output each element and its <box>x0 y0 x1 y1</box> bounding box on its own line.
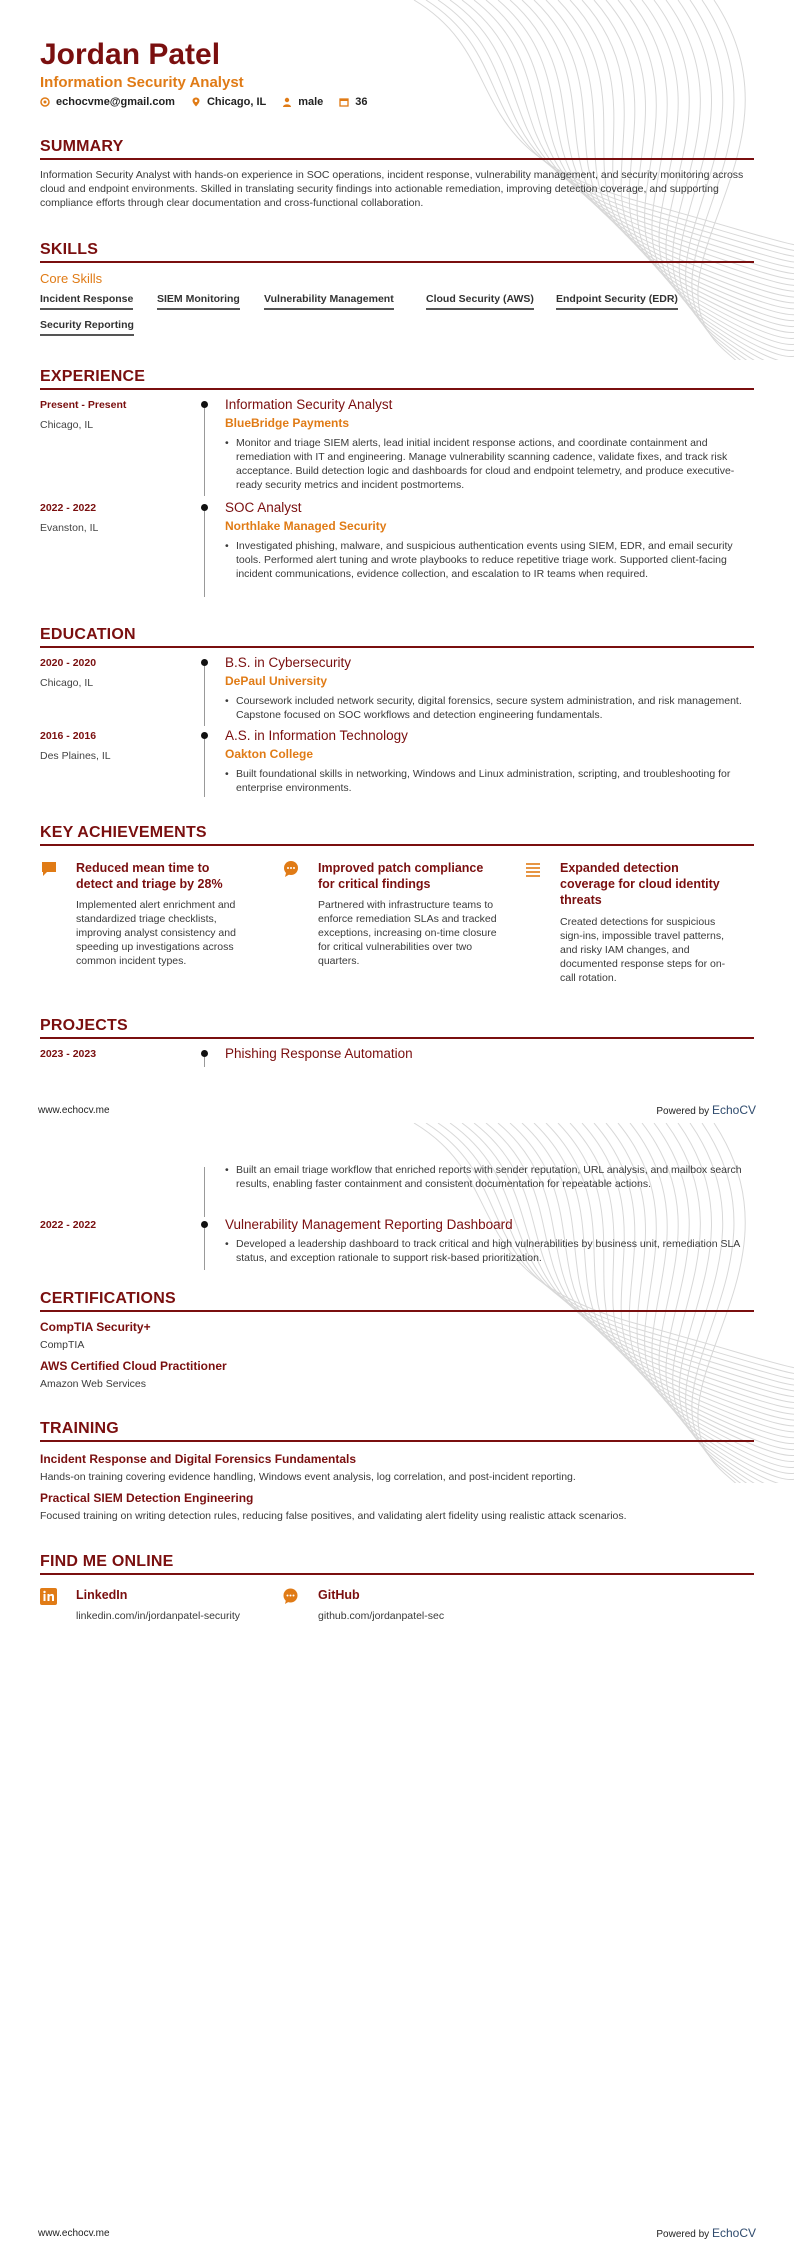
education-bullet: • Built foundational skills in networking, Windows and Linux administration, scripting, and troubleshooting for enterprise environments. <box>225 767 755 795</box>
online-url[interactable]: github.com/jordanpatel-sec <box>318 1610 445 1622</box>
education-degree: A.S. in Information Technology <box>225 728 408 743</box>
location-pin-icon <box>191 97 201 107</box>
contact-info <box>40 96 368 108</box>
timeline-line <box>204 408 205 496</box>
online-github[interactable] <box>282 1588 502 1628</box>
footer-site[interactable]: www.echocv.me <box>38 1105 110 1116</box>
experience-location: Chicago, IL <box>40 419 94 431</box>
timeline-line <box>204 1167 205 1217</box>
training-desc: Hands-on training covering evidence handling, Windows event analysis, log correlation, and post-incident reporting. <box>40 1471 576 1483</box>
achievement-desc: Partnered with infrastructure teams to enforce remediation SLAs and tracked exceptions, increasing on-time closure for critical vulnerabilities over two quarters. <box>318 899 497 967</box>
certification-org: CompTIA <box>40 1339 85 1351</box>
contact-age <box>339 96 367 108</box>
achievement-title: Reduced mean time to detect and triage by 28% <box>76 861 223 891</box>
timeline-line <box>204 1057 205 1067</box>
experience-bullet: • Investigated phishing, malware, and suspicious authentication events using SIEM, EDR, and email security tools. Performed alert tuning and wrote playbooks to reduce repetitive triage work. Supported client-facing incident communications, evidence collection, and escalation to IR teams when required. <box>225 539 755 581</box>
education-school: DePaul University <box>225 674 328 688</box>
training-name: Incident Response and Digital Forensics Fundamentals <box>40 1452 357 1466</box>
experience-location: Evanston, IL <box>40 522 99 534</box>
age-text: 36 <box>355 96 368 108</box>
project-date: 2023 - 2023 <box>40 1048 97 1060</box>
contact-gender <box>282 96 323 108</box>
timeline-line <box>204 739 205 797</box>
experience-role: Information Security Analyst <box>225 397 393 412</box>
timeline-dot <box>201 659 208 666</box>
skill-tag: Incident Response <box>40 293 133 310</box>
certifications-heading: CERTIFICATIONS <box>40 1290 754 1312</box>
certification-name: AWS Certified Cloud Practitioner <box>40 1359 227 1373</box>
linkedin-icon <box>40 1588 57 1605</box>
training-name: Practical SIEM Detection Engineering <box>40 1491 254 1505</box>
timeline-dot <box>201 1050 208 1057</box>
online-heading: FIND ME ONLINE <box>40 1553 754 1575</box>
education-location: Chicago, IL <box>40 677 94 689</box>
achievement-card <box>524 860 724 1000</box>
github-icon <box>282 1588 299 1605</box>
email-icon <box>40 97 50 107</box>
wave-line <box>426 0 794 251</box>
contact-email[interactable] <box>40 96 175 108</box>
footer-site[interactable]: www.echocv.me <box>38 2228 110 2239</box>
education-bullet: • Coursework included network security, digital forensics, secure system administration, and risk management. Capstone focused on SOC workflows and detection engineering fundamentals. <box>225 694 755 722</box>
training-heading: TRAINING <box>40 1420 754 1442</box>
achievement-title: Improved patch compliance for critical findings <box>318 861 484 891</box>
online-linkedin[interactable] <box>40 1588 260 1628</box>
skills-subheading: Core Skills <box>40 271 103 286</box>
footer-powered <box>656 1103 756 1117</box>
achievement-desc: Created detections for suspicious sign-ins, impossible travel patterns, and risky IAM changes, and documented response steps for on-call rotation. <box>560 916 726 984</box>
achievement-desc: Implemented alert enrichment and standardized triage checklists, improving analyst consistency and speeding up investigations across common incident types. <box>76 899 236 967</box>
training-desc: Focused training on writing detection rules, reducing false positives, and validating alert fidelity using realistic attack scenarios. <box>40 1510 627 1522</box>
experience-date: Present - Present <box>40 399 127 411</box>
projects-heading: PROJECTS <box>40 1017 754 1039</box>
email-text: echocvme@gmail.com <box>56 96 175 108</box>
footer-brand[interactable]: EchoCV <box>711 1103 756 1117</box>
education-school: Oakton College <box>225 747 314 761</box>
education-date: 2020 - 2020 <box>40 657 97 669</box>
timeline-dot <box>201 1221 208 1228</box>
project-date: 2022 - 2022 <box>40 1219 97 1231</box>
experience-date: 2022 - 2022 <box>40 502 97 514</box>
project-bullet: • Developed a leadership dashboard to track critical and high vulnerabilities by business unit, remediation SLA status, and exception rationale to support risk-based prioritization. <box>225 1237 755 1265</box>
timeline-dot <box>201 401 208 408</box>
online-label: GitHub <box>318 1588 360 1602</box>
project-bullet: • Built an email triage workflow that enriched reports with sender reputation, URL analysis, and mailbox search results, enabling faster containment and consistent documentation for repeatable actions. <box>225 1163 755 1191</box>
summary-heading: SUMMARY <box>40 138 754 160</box>
timeline-line <box>204 511 205 597</box>
experience-company: Northlake Managed Security <box>225 519 387 533</box>
skill-tag: SIEM Monitoring <box>157 293 240 310</box>
education-heading: EDUCATION <box>40 626 754 648</box>
achievement-title: Expanded detection coverage for cloud identity threats <box>560 861 720 907</box>
experience-company: BlueBridge Payments <box>225 416 350 430</box>
certification-name: CompTIA Security+ <box>40 1320 151 1334</box>
certification-org: Amazon Web Services <box>40 1378 147 1390</box>
footer-powered <box>656 2226 756 2240</box>
timeline-line <box>204 1228 205 1270</box>
skill-tag: Vulnerability Management <box>264 293 394 310</box>
timeline-line <box>204 666 205 726</box>
experience-role: SOC Analyst <box>225 500 302 515</box>
gender-text: male <box>298 96 324 108</box>
resume-page-2 <box>0 1123 794 2246</box>
skill-tag: Endpoint Security (EDR) <box>556 293 678 310</box>
achievement-card <box>282 860 497 980</box>
skill-tag: Security Reporting <box>40 319 134 336</box>
achievements-heading: KEY ACHIEVEMENTS <box>40 824 754 846</box>
achievement-card <box>40 860 240 980</box>
online-url[interactable]: linkedin.com/in/jordanpatel-security <box>76 1610 240 1622</box>
location-text: Chicago, IL <box>206 96 267 108</box>
project-name: Phishing Response Automation <box>225 1046 413 1061</box>
education-location: Des Plaines, IL <box>40 750 111 762</box>
footer-brand[interactable]: EchoCV <box>711 2226 756 2240</box>
person-icon <box>282 97 292 107</box>
experience-heading: EXPERIENCE <box>40 368 754 390</box>
candidate-name: Jordan Patel <box>40 38 221 71</box>
timeline-dot <box>201 504 208 511</box>
wave-line <box>594 0 794 333</box>
summary-text: Information Security Analyst with hands-on experience in SOC operations, incident response, vulnerability management, and security monitoring across cloud and endpoint environments. Skilled in translating security findings into actionable remediation, improving detection coverage, and supporting compliance efforts through clear documentation and cross-functional collaboration. <box>40 169 744 209</box>
timeline-dot <box>201 732 208 739</box>
footer-powered-text: Powered by <box>656 2229 710 2240</box>
footer-powered-text: Powered by <box>656 1106 710 1117</box>
chat-icon <box>40 860 58 878</box>
chat-dots-icon <box>282 860 300 878</box>
education-date: 2016 - 2016 <box>40 730 97 742</box>
experience-bullet: • Monitor and triage SIEM alerts, lead initial incident response actions, and coordinate containment and remediation with IT and engineering. Manage vulnerability scanning cadence, validate fixes, and track risk acceptance. Build detection logic and dashboards for cloud and endpoint telemetry, and produce executive-ready security metrics and incident postmortems. <box>225 436 755 492</box>
project-name: Vulnerability Management Reporting Dashboard <box>225 1217 513 1232</box>
skill-tag: Cloud Security (AWS) <box>426 293 534 310</box>
online-label: LinkedIn <box>76 1588 128 1602</box>
skills-heading: SKILLS <box>40 241 754 263</box>
calendar-icon <box>339 97 349 107</box>
education-degree: B.S. in Cybersecurity <box>225 655 352 670</box>
contact-location <box>191 96 266 108</box>
lines-icon <box>524 860 542 878</box>
candidate-title: Information Security Analyst <box>40 74 244 91</box>
